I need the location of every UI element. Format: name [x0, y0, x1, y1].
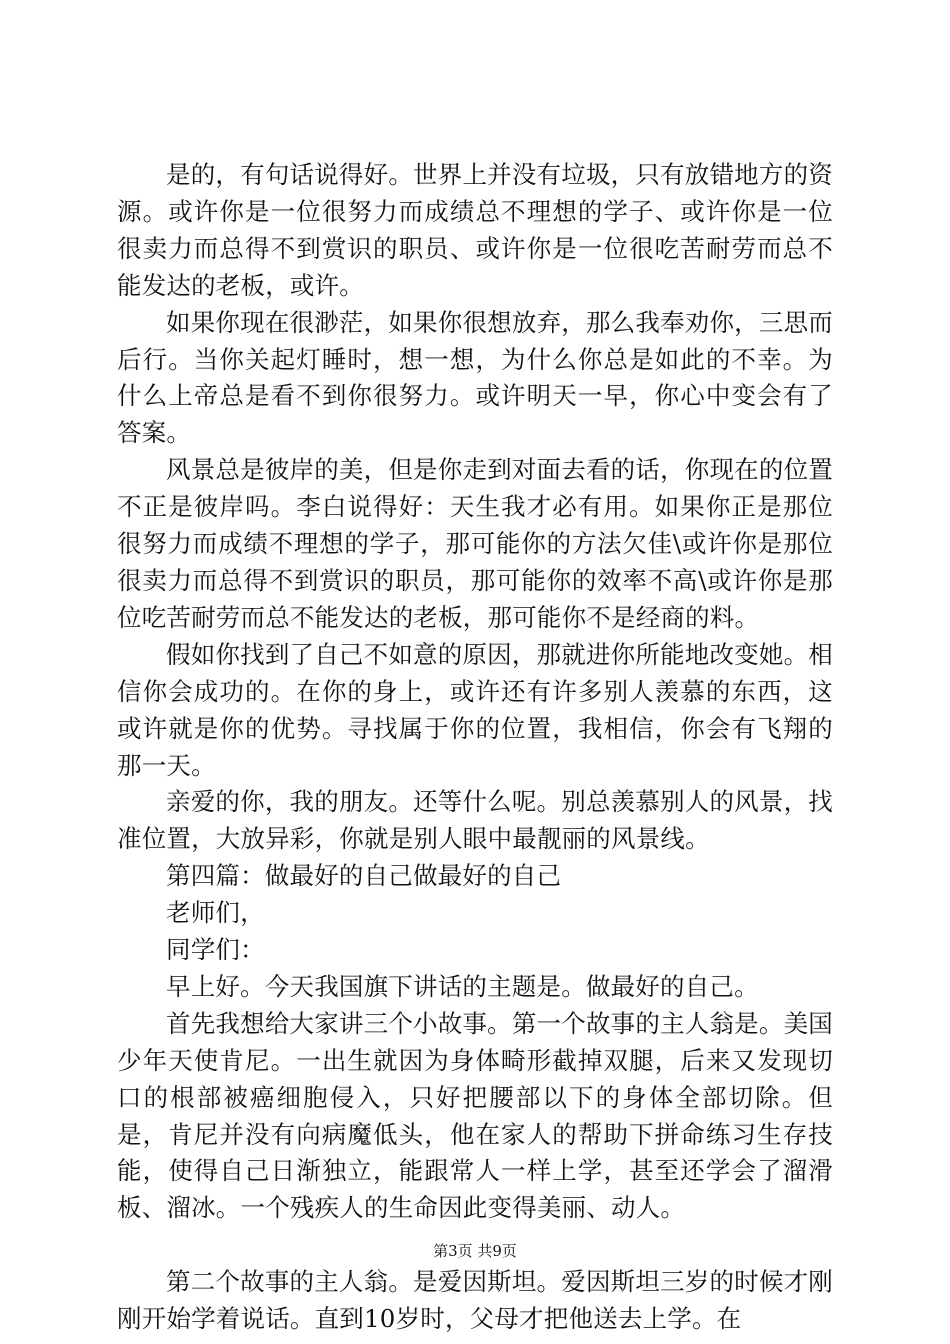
salutation-teachers: 老师们，: [166, 898, 265, 928]
document-body: [117, 157, 833, 1338]
paragraph-5: 亲爱的你，我的朋友。还等什么呢。别总羡慕别人的风景，找准位置，大放异彩，你就是别人眼中最靓丽的风景线。: [117, 787, 833, 854]
story-two-paragraph: 第二个故事的主人翁。是爱因斯坦。爱因斯坦三岁的时候才刚刚开始学着说话。直到10岁时，父母才把他送去上学。在: [117, 1267, 833, 1334]
story-one-paragraph: 首先我想给大家讲三个小故事。第一个故事的主人翁是。美国少年天使肯尼。一出生就因为身体畸形截掉双腿，后来又发现切口的根部被癌细胞侵入，只好把腰部以下的身体全部切除。但是，肯尼并没有向病魔低头，他在家人的帮助下拼命练习生存技能，使得自己日渐独立，能跟常人一样上学，甚至还学会了溜滑板、溜冰。一个残疾人的生命因此变得美丽、动人。: [117, 1008, 833, 1223]
greeting-paragraph: 早上好。今天我国旗下讲话的主题是。做最好的自己。: [166, 971, 759, 1001]
paragraph-1: 是的，有句话说得好。世界上并没有垃圾，只有放错地方的资源。或许你是一位很努力而成绩总不理想的学子、或许你是一位很卖力而总得不到赏识的职员、或许你是一位很吃苦耐劳而总不能发达的老板，或许。: [117, 160, 833, 300]
paragraph-2: 如果你现在很渺茫，如果你很想放弃，那么我奉劝你，三思而后行。当你关起灯睡时，想一想，为什么你总是如此的不幸。为什么上帝总是看不到你很努力。或许明天一早，你心中变会有了答案。: [117, 307, 833, 448]
paragraph-3: 风景总是彼岸的美，但是你走到对面去看的话，你现在的位置不正是彼岸吗。李白说得好：天生我才必有用。如果你正是那位很努力而成绩不理想的学子，那可能你的方法欠佳\或许你是那位很卖力而总得不到赏识的职员，那可能你的效率不高\或许你是那位吃苦耐劳而总不能发达的老板，那可能你不是经商的料。: [117, 455, 833, 632]
section-heading: 第四篇：做最好的自己做最好的自己: [166, 861, 562, 891]
salutation-students: 同学们：: [166, 935, 265, 965]
page-number-footer: 第3页 共9页: [433, 1242, 517, 1260]
paragraph-4: 假如你找到了自己不如意的原因，那就进你所能地改变她。相信你会成功的。在你的身上，或许还有许多别人羡慕的东西，这或许就是你的优势。寻找属于你的位置，我相信，你会有飞翔的那一天。: [117, 639, 833, 780]
